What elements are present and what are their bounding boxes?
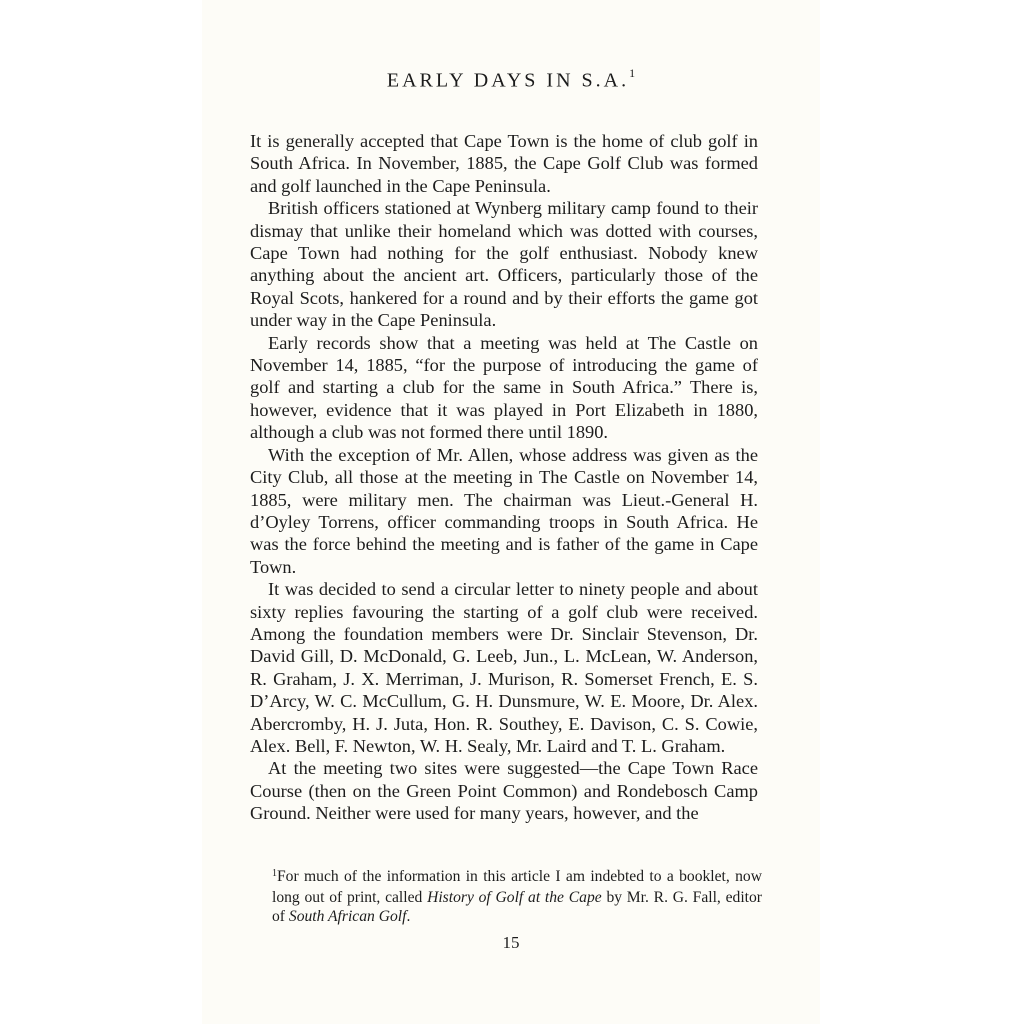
- paragraph: Early records show that a meeting was held at The Castle on November 14, 1885, “for the purpose of introducing the game of golf and starting a club for the same in South Africa.” There is, however, evidence that it was played in Port Elizabeth in 1880, although a club was not formed there until 1890.: [250, 332, 758, 443]
- paragraph: British officers stationed at Wynberg military camp found to their dismay that unlike their homeland which was dotted with courses, Cape Town had nothing for the golf enthusiast. Nobody knew anything about the ancient art. Officers, particularly those of the Royal Scots, hankered for a round and by their efforts the game got under way in the Cape Peninsula.: [250, 198, 758, 331]
- footnote-magazine-title: South African Golf: [288, 907, 407, 925]
- chapter-heading: [202, 68, 820, 93]
- footnote-marker: 1: [272, 868, 277, 879]
- footnote-book-title: History of Golf at the Cape: [427, 888, 602, 906]
- paragraph: At the meeting two sites were suggested—the Cape Town Race Course (then on the Green Point Common) and Rondebosch Camp Ground. Neither were used for many years, however, and the: [250, 758, 758, 824]
- book-page: [202, 0, 820, 1024]
- footnote-text-before: For much of the information in this article I am indebted to a booklet, now long out of print, called: [272, 868, 762, 906]
- page-number: 15: [502, 933, 520, 952]
- footnote-text-middle: by Mr. R. G. Fall, editor of: [272, 888, 762, 925]
- heading-footnote-marker: 1: [629, 66, 636, 80]
- body-text: [250, 130, 758, 825]
- paragraph: With the exception of Mr. Allen, whose address was given as the City Club, all those at the meeting in The Castle on November 14, 1885, were military men. The chairman was Lieut.-General H. d’Oyley Torrens, officer commanding troops in South Africa. He was the force behind the meeting and is father of the game in Cape Town.: [250, 444, 758, 577]
- footnote-text: [272, 868, 762, 926]
- chapter-title: EARLY DAYS IN S.A.: [386, 69, 630, 92]
- footnote: [272, 868, 762, 926]
- footnote-text-after: .: [406, 907, 411, 925]
- paragraph: It was decided to send a circular letter to ninety people and about sixty replies favouring the starting of a golf club were received. Among the foundation members were Dr. Sinclair Stevenson, Dr. David Gill, D. McDonald, G. Leeb, Jun., L. McLean, W. Anderson, R. Graham, J. X. Merriman, J. Murison, R. Somerset French, E. S. D’Arcy, W. C. McCullum, G. H. Dunsmure, W. E. Moore, Dr. Alex. Abercromby, H. J. Juta, Hon. R. Southey, E. Davison, C. S. Cowie, Alex. Bell, F. Newton, W. H. Sealy, Mr. Laird and T. L. Graham.: [250, 579, 758, 756]
- paragraph: It is generally accepted that Cape Town is the home of club golf in South Africa. In November, 1885, the Cape Golf Club was formed and golf launched in the Cape Peninsula.: [250, 131, 758, 196]
